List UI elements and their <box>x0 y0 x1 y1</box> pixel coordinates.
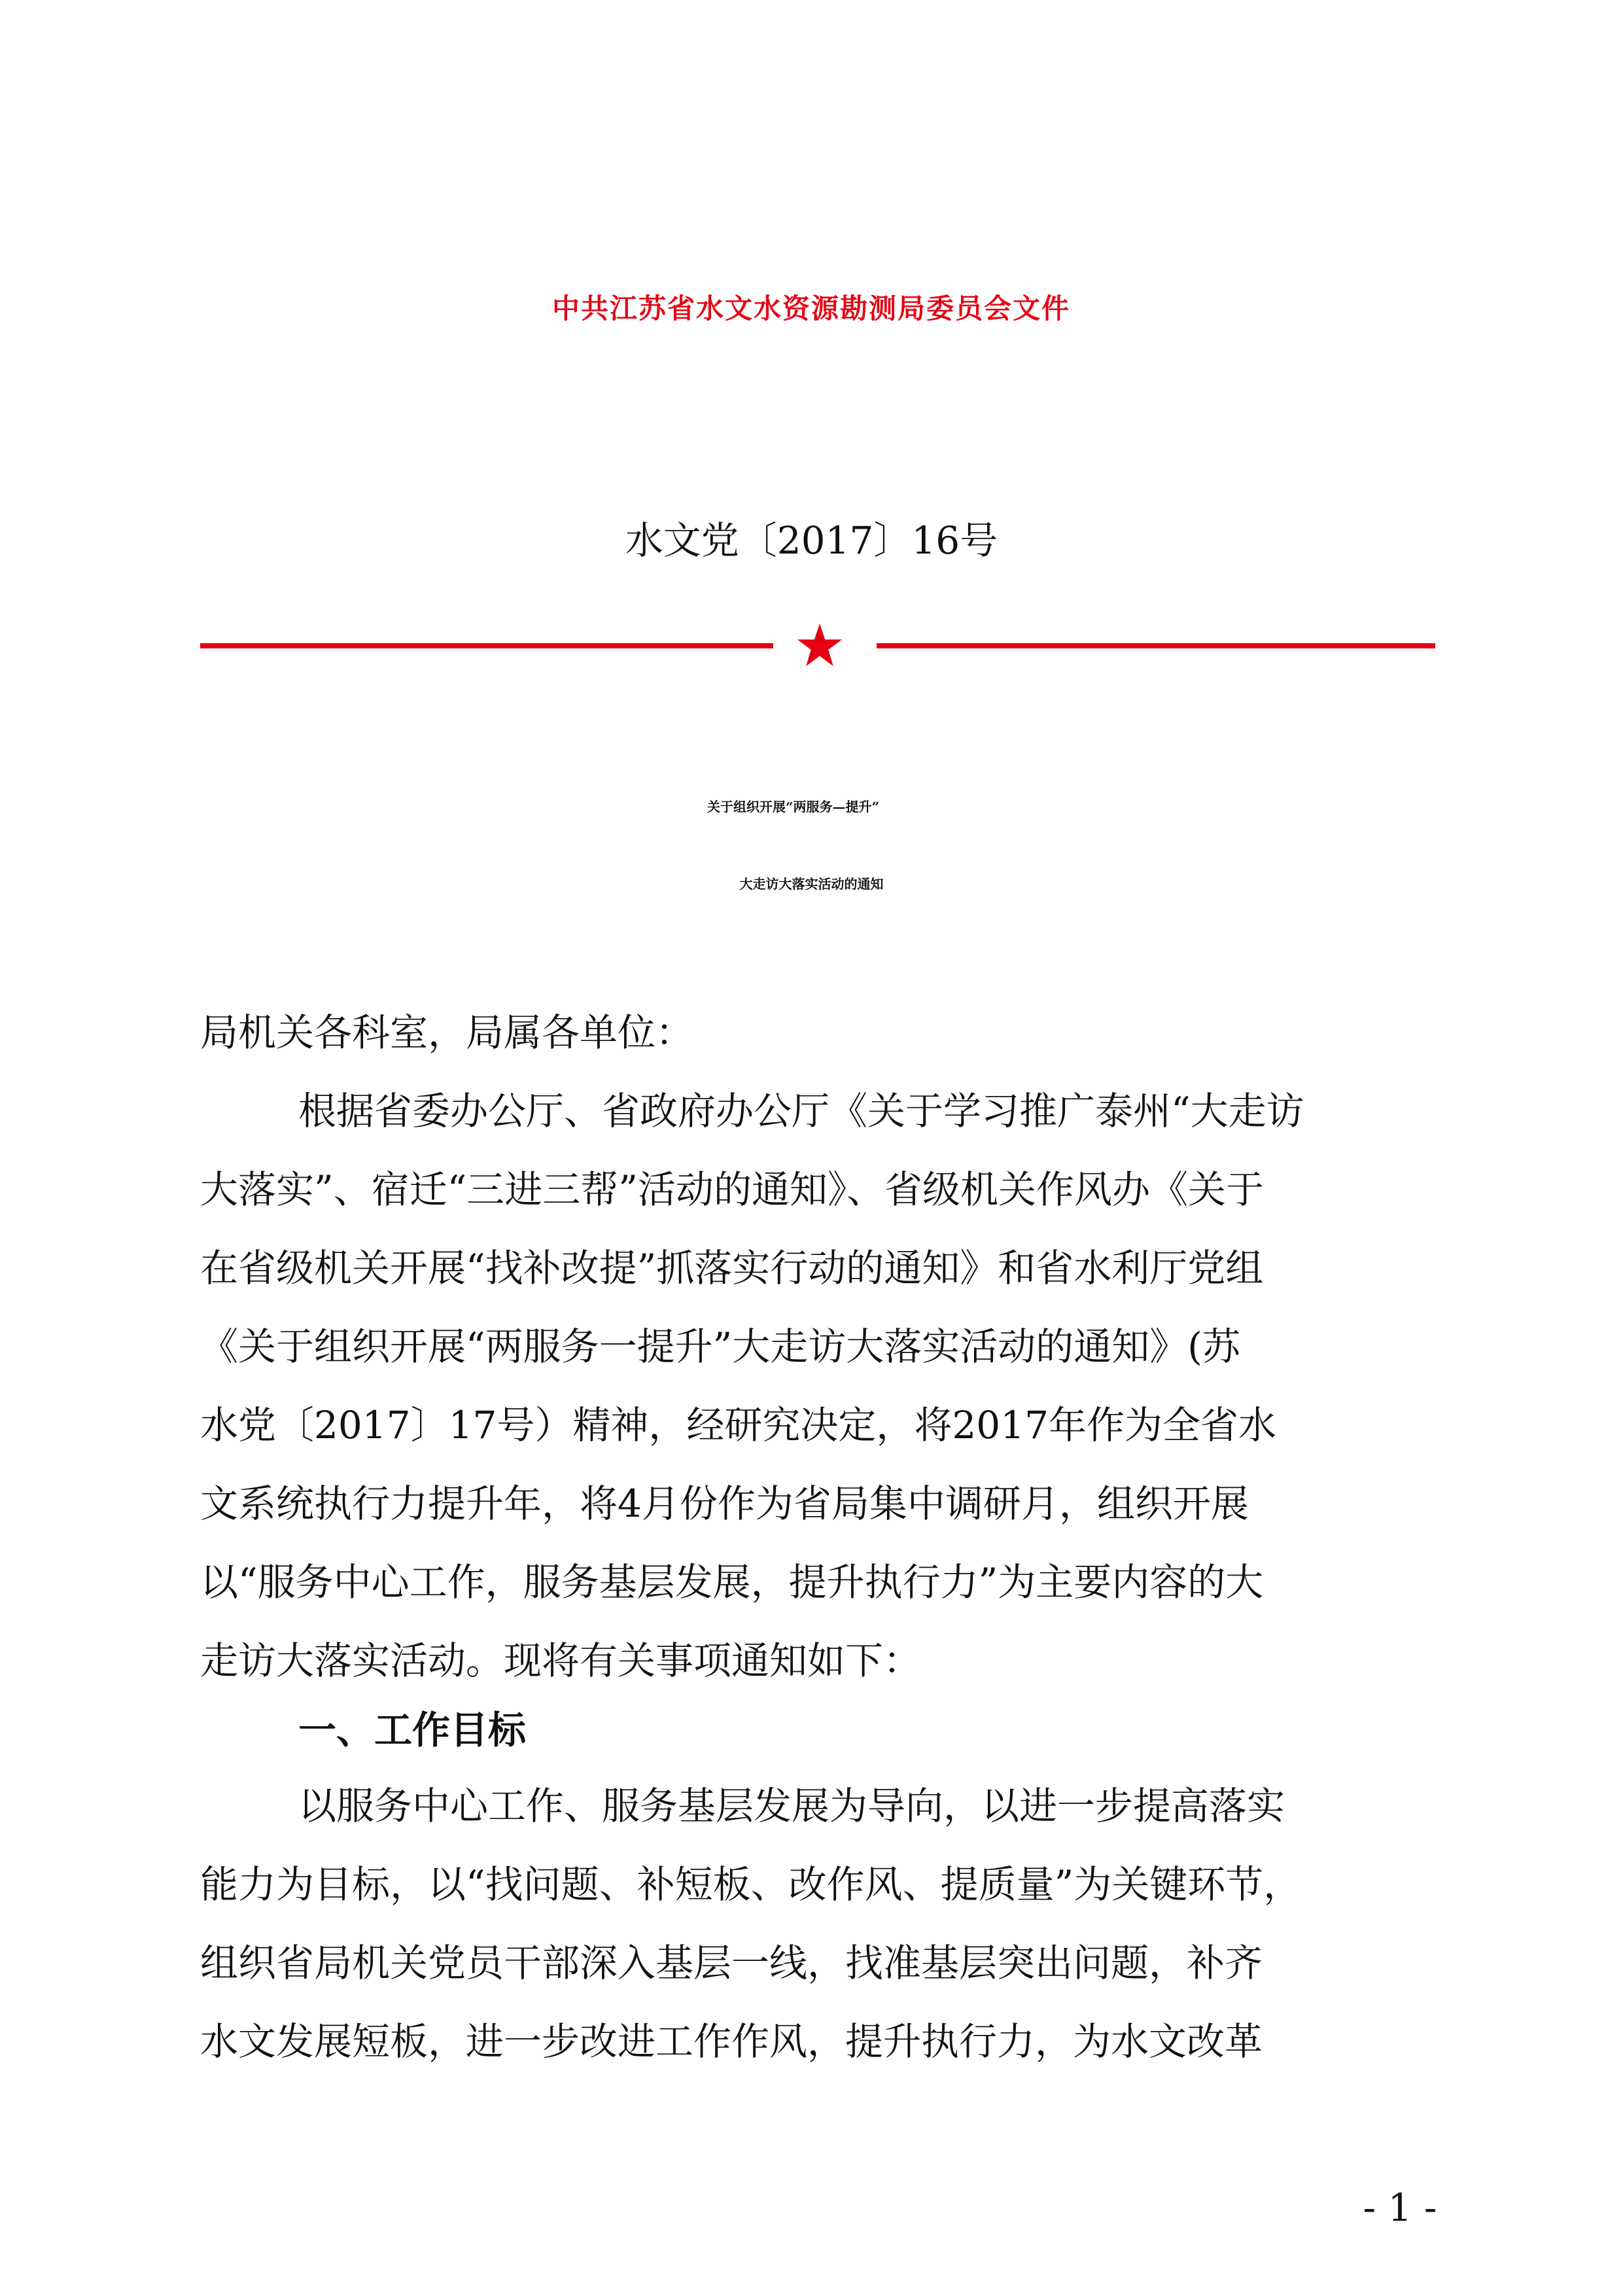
paragraph-line: 在省级机关开展“找补改提”抓落实行动的通知》和省水利厅党组 <box>200 1246 1264 1290</box>
paragraph-line: 能力为目标，以“找问题、补短板、改作风、提质量”为关键环节， <box>200 1862 1302 1907</box>
section-heading: 一、工作目标 <box>298 1708 527 1752</box>
paragraph-line: 根据省委办公厅、省政府办公厅《关于学习推广泰州“大走访 <box>298 1089 1304 1133</box>
paragraph-line: 水文发展短板，进一步改进工作作风，提升执行力，为水文改革 <box>200 2019 1263 2064</box>
paragraph-line: 走访大落实活动。现将有关事项通知如下： <box>200 1638 922 1683</box>
salutation: 局机关各科室，局属各单位： <box>200 1010 694 1055</box>
document-number: 水文党〔2017〕16号 <box>625 518 998 563</box>
paragraph-line: 水党〔2017〕17号）精神，经研究决定，将2017年作为全省水 <box>200 1403 1277 1447</box>
issuing-organization-header: 中共江苏省水文水资源勘测局委员会文件 <box>551 292 1070 325</box>
page-number: - 1 - <box>1363 2185 1437 2230</box>
paragraph-line: 以服务中心工作、服务基层发展为导向，以进一步提高落实 <box>298 1784 1285 1828</box>
paragraph-line: 大落实”、宿迁“三进三帮”活动的通知》、省级机关作风办《关于 <box>200 1167 1264 1212</box>
star-icon <box>795 622 844 670</box>
document-title-line-2: 大走访大落实活动的通知 <box>739 876 884 892</box>
red-separator-left <box>200 643 773 648</box>
paragraph-line: 《关于组织开展“两服务一提升”大走访大落实活动的通知》(苏 <box>200 1324 1240 1369</box>
red-separator-right <box>877 643 1435 648</box>
paragraph-line: 组织省局机关党员干部深入基层一线，找准基层突出问题，补齐 <box>200 1941 1263 1985</box>
paragraph-line: 以“服务中心工作，服务基层发展，提升执行力”为主要内容的大 <box>200 1560 1264 1604</box>
paragraph-line: 文系统执行力提升年，将4月份作为省局集中调研月，组织开展 <box>200 1481 1249 1526</box>
document-title-line-1: 关于组织开展“两服务—提升” <box>707 799 879 815</box>
